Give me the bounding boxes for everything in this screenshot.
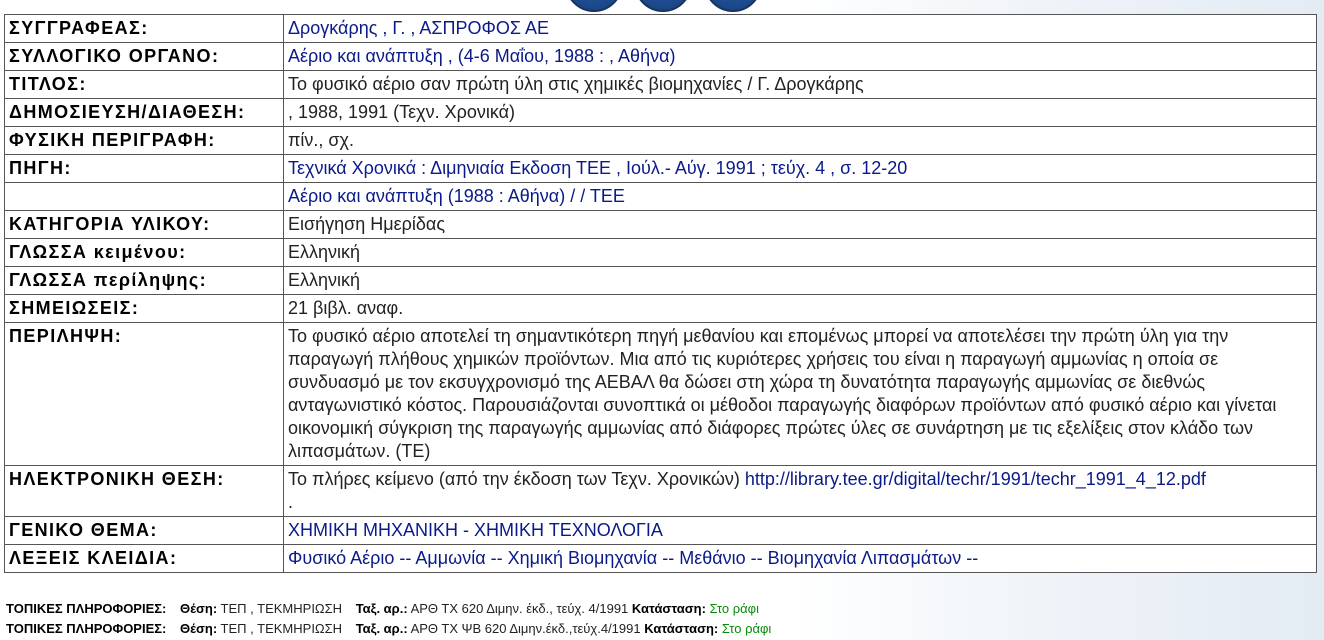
field-label: ΣΥΓΓΡΑΦΕΑΣ: <box>5 15 284 43</box>
electronic-location-trail: . <box>288 492 294 512</box>
source-publisher: / / ΤΕΕ <box>565 186 625 206</box>
physical-description-value: πίν., σχ. <box>284 127 1317 155</box>
status-value: Στο ράφι <box>709 601 759 616</box>
corporate-body-link[interactable]: Αέριο και ανάπτυξη , (4-6 Μαΐου, 1988 : , Αθήνα) <box>288 46 676 66</box>
abstract-value: Το φυσικό αέριο αποτελεί τη σημαντικότερη πηγή μεθανίου και επομένως μπορεί να αποτελέσει την πρώτη ύλη για την παραγωγή πλήθους χημικών προϊόντων. Μια από τις κυριότερες χρήσεις του είναι η παραγωγή αμμωνίας η οποία σε συνδυασμό με τον εκσυγχρονισμό της ΑΕΒΑΛ θα δώσει στη χώρα τη δυνατότητα παραγωγής αμμωνίας σε διεθνώς ανταγωνιστικό κόστος. Παρουσιάζονται συνοπτικά οι μέθοδοι παραγωγής διαφόρων προϊόντων από φυσικό αέριο και γίνεται οικονομική σύγκριση της παραγωγής αμμωνίας από διάφορες πρώτες ύλες σε συνάρτηση με τις εξελίξεις στον κλάδο των λιπασμάτων. (ΤΕ) <box>284 323 1317 466</box>
row-material-category <box>5 211 1317 239</box>
field-label: ΚΑΤΗΓΟΡΙΑ ΥΛΙΚΟΥ: <box>5 211 284 239</box>
field-label: ΔΗΜΟΣΙΕΥΣΗ/ΔΙΑΘΕΣΗ: <box>5 99 284 127</box>
local-info-label: ΤΟΠΙΚΕΣ ΠΛΗΡΟΦΟΡΙΕΣ: <box>6 601 167 616</box>
row-publication <box>5 99 1317 127</box>
keyword-separator: -- <box>394 548 416 568</box>
keyword-link[interactable]: Αμμωνία <box>415 548 486 568</box>
status-label: Κατάσταση: <box>631 601 706 616</box>
material-category-value: Εισήγηση Ημερίδας <box>284 211 1317 239</box>
keyword-link[interactable]: Φυσικό Αέριο <box>288 548 395 568</box>
row-physical-description <box>5 127 1317 155</box>
header-decoration <box>0 0 1324 10</box>
keyword-link[interactable]: Μεθάνιο <box>679 548 746 568</box>
row-notes <box>5 295 1317 323</box>
row-abstract <box>5 323 1317 466</box>
class-number-value: ΑΡΘ ΤΧ 620 Διμην. έκδ., τεύχ. 4/1991 <box>410 601 629 616</box>
row-general-subject <box>5 517 1317 545</box>
keyword-separator: -- <box>745 548 768 568</box>
position-label: Θέση: <box>180 601 218 616</box>
row-abstract-language <box>5 267 1317 295</box>
field-label: ΛΕΞΕΙΣ ΚΛΕΙΔΙΑ: <box>5 545 284 573</box>
field-label: ΓΕΝΙΚΟ ΘΕΜΑ: <box>5 517 284 545</box>
keyword-separator: -- <box>961 548 979 568</box>
local-info-line <box>6 621 771 636</box>
field-label: ΣΥΛΛΟΓΙΚΟ ΟΡΓΑΝΟ: <box>5 43 284 71</box>
keyword-link[interactable]: Βιομηχανία Λιπασμάτων <box>767 548 962 568</box>
local-info-label: ΤΟΠΙΚΕΣ ΠΛΗΡΟΦΟΡΙΕΣ: <box>6 621 167 636</box>
keyword-separator: -- <box>485 548 508 568</box>
class-number-label: Ταξ. αρ.: <box>355 601 408 616</box>
publication-value: , 1988, 1991 (Τεχν. Χρονικά) <box>284 99 1317 127</box>
local-info-line <box>6 601 759 616</box>
notes-value: 21 βιβλ. αναφ. <box>284 295 1317 323</box>
field-label: ΤΙΤΛΟΣ: <box>5 71 284 99</box>
conference-link[interactable]: Αέριο και ανάπτυξη (1988 : Αθήνα) <box>288 186 566 206</box>
source-link[interactable]: Τεχνικά Χρονικά : Διμηνιαία Εκδοση ΤΕΕ , Ιούλ.- Αύγ. 1991 ; τεύχ. 4 , σ. 12-20 <box>288 158 908 178</box>
position-value: ΤΕΠ , ΤΕΚΜΗΡΙΩΣΗ <box>220 621 343 636</box>
position-value: ΤΕΠ , ΤΕΚΜΗΡΙΩΣΗ <box>220 601 343 616</box>
title-value: Το φυσικό αέριο σαν πρώτη ύλη στις χημικές βιομηχανίες / Γ. Δρογκάρης <box>284 71 1317 99</box>
row-keywords <box>5 545 1317 573</box>
row-source-extra <box>5 183 1317 211</box>
abstract-language-value: Ελληνική <box>284 267 1317 295</box>
author-link[interactable]: Δρογκάρης , Γ. , ΑΣΠΡΟΦΟΣ ΑΕ <box>288 18 549 38</box>
keyword-link[interactable]: Χημική Βιομηχανία <box>507 548 658 568</box>
row-text-language <box>5 239 1317 267</box>
row-author <box>5 15 1317 43</box>
record-table <box>4 14 1317 573</box>
general-subject-link[interactable]: ΧΗΜΙΚΗ ΜΗΧΑΝΙΚΗ - ΧΗΜΙΚΗ ΤΕΧΝΟΛΟΓΙΑ <box>288 520 663 540</box>
field-label: ΗΛΕΚΤΡΟΝΙΚΗ ΘΕΣΗ: <box>5 466 284 517</box>
field-label: ΓΛΩΣΣΑ κειμένου: <box>5 239 284 267</box>
keyword-separator: -- <box>657 548 680 568</box>
class-number-value: ΑΡΘ ΤΧ ΨΒ 620 Διμην.έκδ.,τεύχ.4/1991 <box>410 621 641 636</box>
status-label: Κατάσταση: <box>644 621 719 636</box>
field-label: ΠΗΓΗ: <box>5 155 284 183</box>
row-electronic-location <box>5 466 1317 517</box>
class-number-label: Ταξ. αρ.: <box>355 621 408 636</box>
electronic-location-text: Το πλήρες κείμενο (από την έκδοση των Τεχν. Χρονικών) <box>288 469 745 489</box>
field-label: ΣΗΜΕΙΩΣΕΙΣ: <box>5 295 284 323</box>
row-corporate-body <box>5 43 1317 71</box>
field-label: ΠΕΡΙΛΗΨΗ: <box>5 323 284 466</box>
status-value: Στο ράφι <box>721 621 772 636</box>
field-label: ΦΥΣΙΚΗ ΠΕΡΙΓΡΑΦΗ: <box>5 127 284 155</box>
row-source <box>5 155 1317 183</box>
field-label-empty <box>5 183 284 211</box>
field-label: ΓΛΩΣΣΑ περίληψης: <box>5 267 284 295</box>
text-language-value: Ελληνική <box>284 239 1317 267</box>
row-title <box>5 71 1317 99</box>
pdf-link[interactable]: http://library.tee.gr/digital/techr/1991/techr_1991_4_12.pdf <box>744 469 1206 489</box>
position-label: Θέση: <box>180 621 218 636</box>
